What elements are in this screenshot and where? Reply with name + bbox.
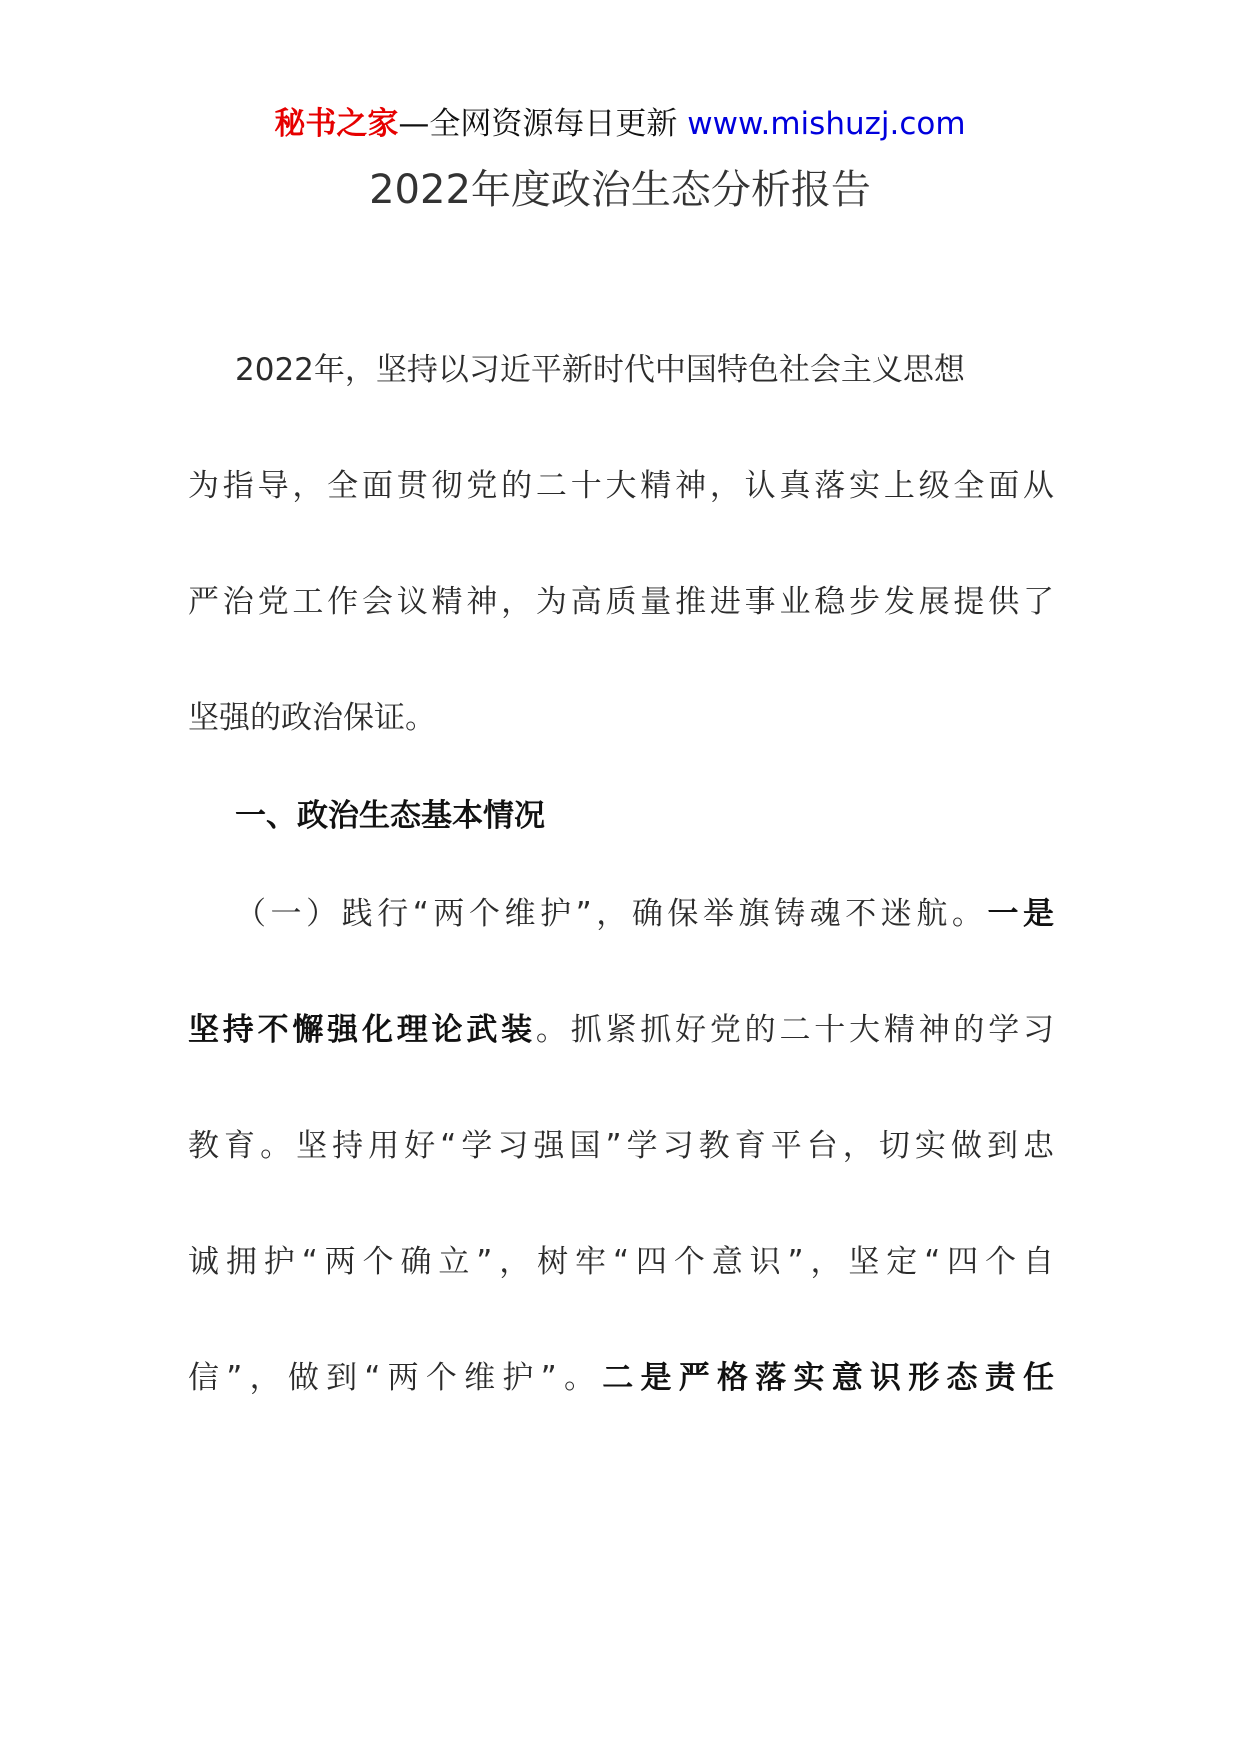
paragraph1-line1: 2022年，坚持以习近平新时代中国特色社会主义思想 bbox=[235, 352, 965, 388]
document-title: 2022年度政治生态分析报告 bbox=[369, 167, 871, 213]
site-url-link[interactable]: www.mishuzj.com bbox=[687, 106, 966, 142]
paragraph2-line2 bbox=[188, 1006, 1054, 1054]
paragraph2-line5-bold: 二是严格落实意识形态责任 bbox=[602, 1360, 1054, 1396]
paragraph2-line5-text: 信”，做到“两个维护”。 bbox=[188, 1360, 603, 1396]
paragraph2-line1-bold: 一是 bbox=[987, 896, 1054, 932]
paragraph1-line2: 为指导，全面贯彻党的二十大精神，认真落实上级全面从 bbox=[188, 468, 1054, 504]
paragraph2-line2-bold: 坚持不懈强化理论武装 bbox=[188, 1012, 536, 1048]
paragraph1-line4: 坚强的政治保证。 bbox=[188, 700, 436, 736]
paragraph2-line5 bbox=[188, 1354, 1054, 1402]
paragraph2-line3: 教育。坚持用好“学习强国”学习教育平台，切实做到忠 bbox=[188, 1128, 1054, 1164]
site-tagline: —全网资源每日更新 bbox=[398, 106, 688, 142]
brand-name: 秘书之家 bbox=[274, 106, 399, 142]
paragraph2-line1-text: （一）践行“两个维护”，确保举旗铸魂不迷航。 bbox=[235, 896, 988, 932]
paragraph2-line1 bbox=[235, 890, 1054, 938]
paragraph1-line3: 严治党工作会议精神，为高质量推进事业稳步发展提供了 bbox=[188, 584, 1054, 620]
site-header bbox=[0, 100, 1240, 148]
section-heading: 一、政治生态基本情况 bbox=[235, 798, 545, 834]
paragraph2-line2-text: 。抓紧抓好党的二十大精神的学习 bbox=[535, 1012, 1055, 1048]
paragraph2-line4: 诚拥护“两个确立”，树牢“四个意识”，坚定“四个自 bbox=[188, 1244, 1054, 1280]
